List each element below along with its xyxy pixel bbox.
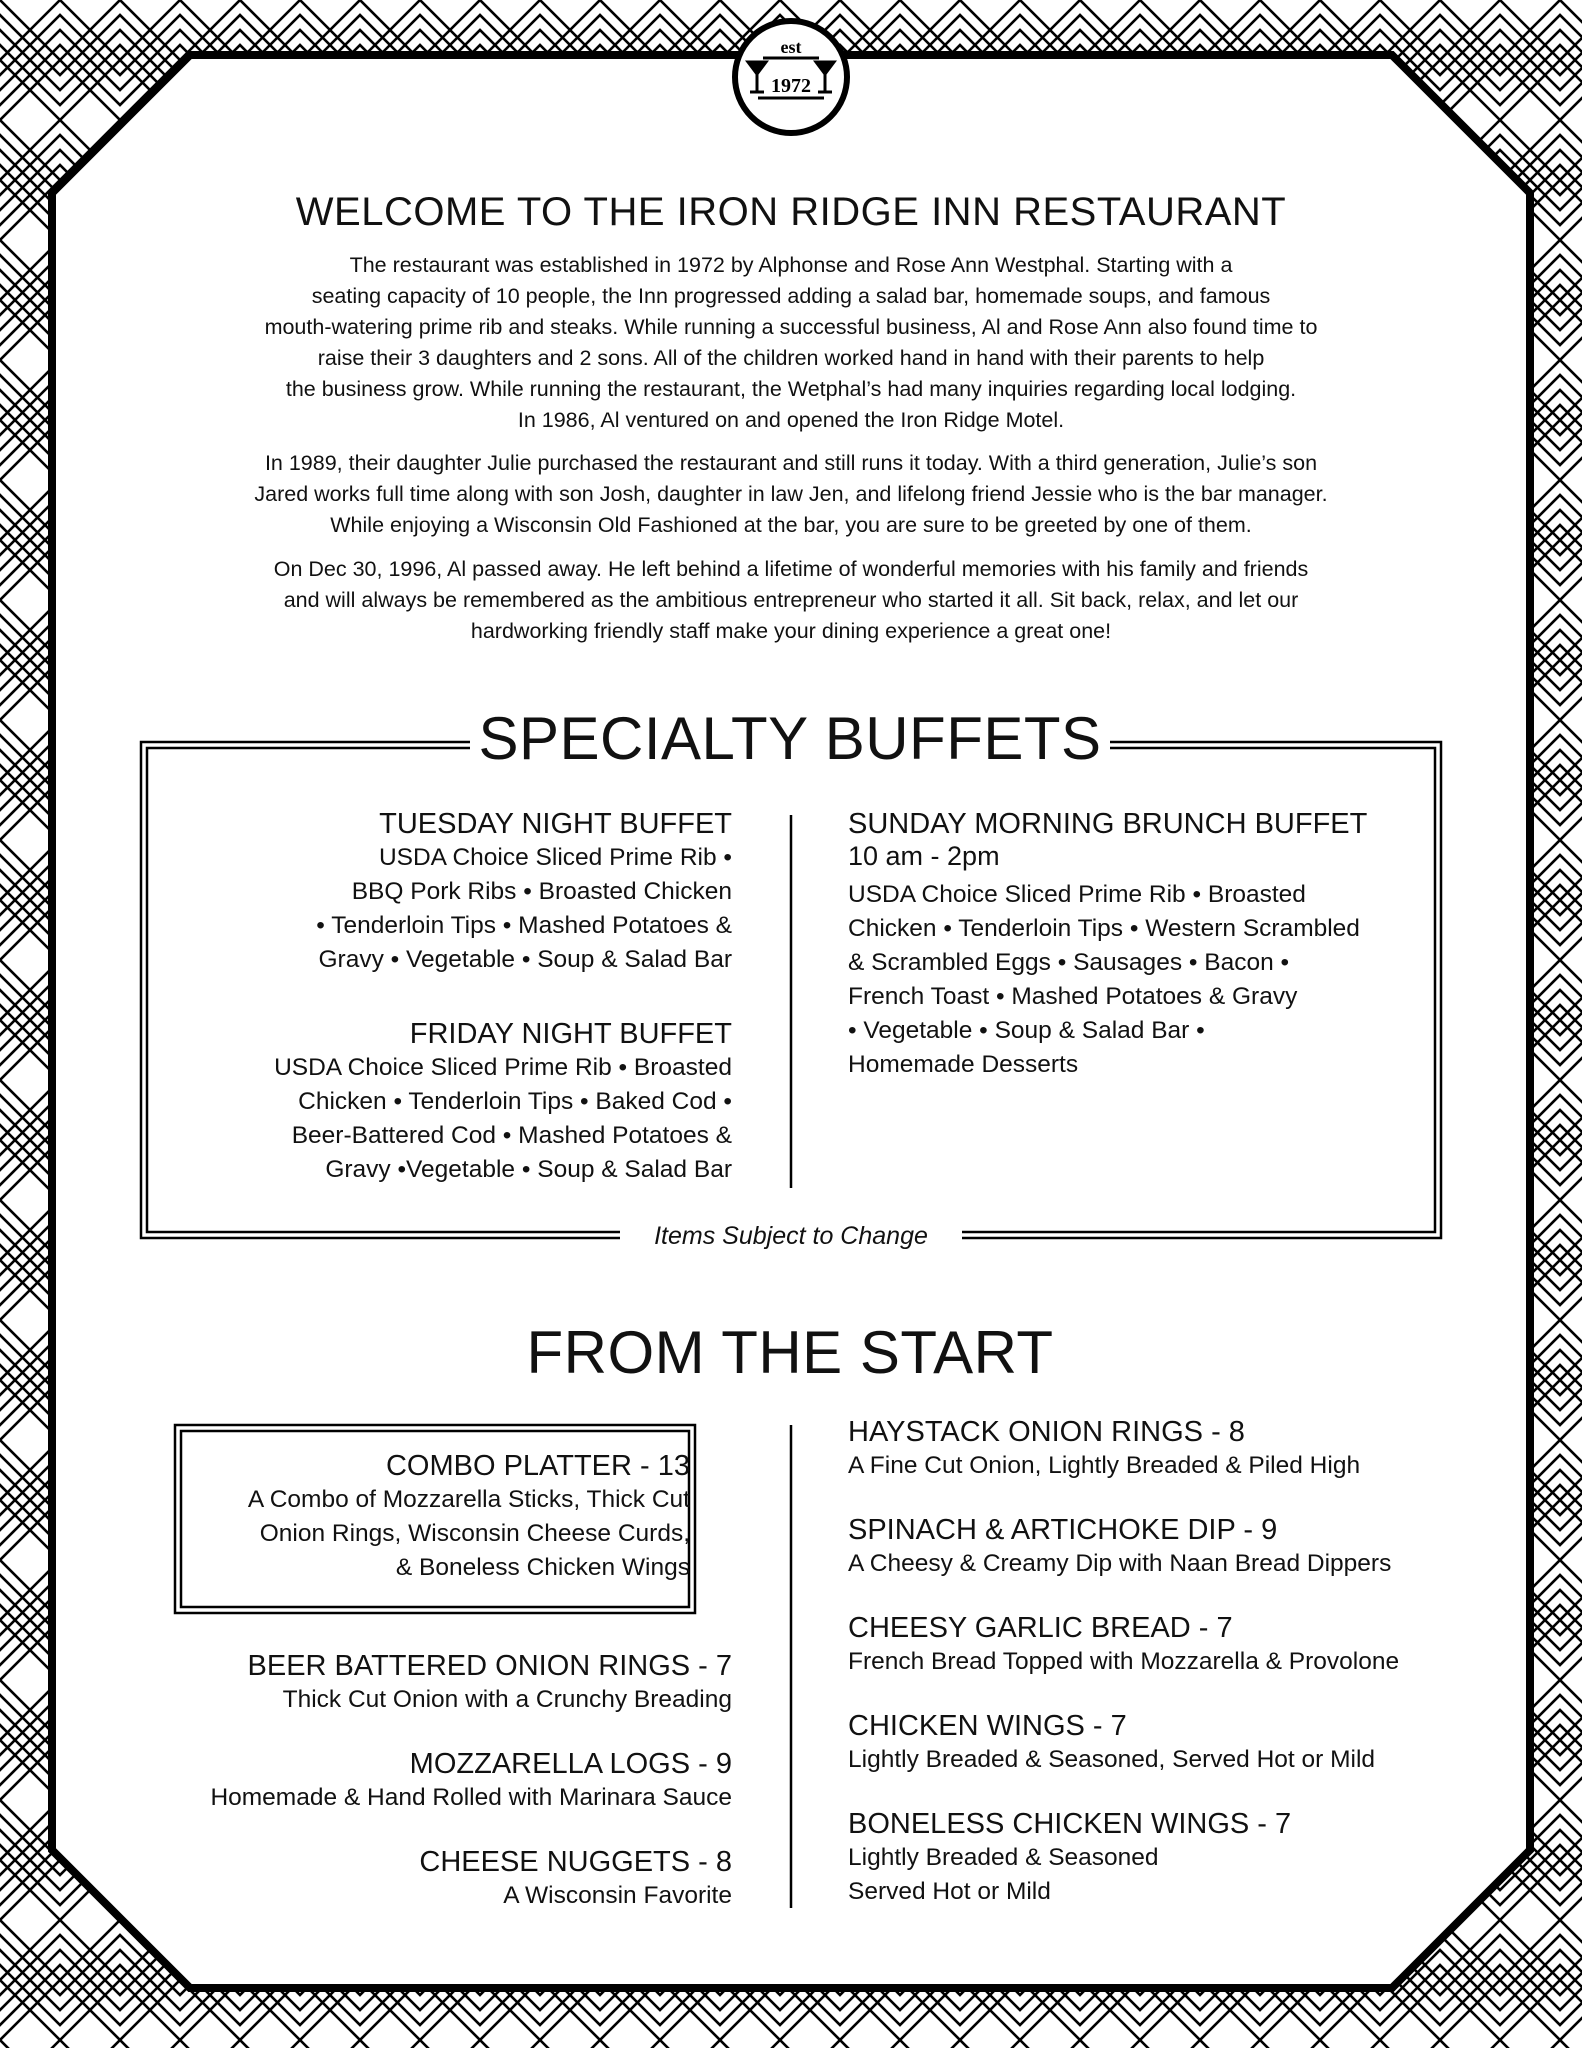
item-name: HAYSTACK ONION RINGS (848, 1416, 1204, 1448)
item-title (140, 1846, 732, 1879)
item-title (848, 1514, 1408, 1547)
buffet-line: Homemade Desserts (848, 1051, 1079, 1078)
items-subject-to-change: Items Subject to Change (620, 1222, 962, 1251)
badge-year: 1972 (771, 75, 811, 97)
item-name: BONELESS CHICKEN WINGS (848, 1808, 1250, 1840)
item-name: MOZZARELLA LOGS (409, 1748, 691, 1780)
paragraph-line: mouth-watering prime rib and steaks. While running a successful business, Al and Rose Ann also found time to (264, 315, 1318, 339)
item-description: French Bread Topped with Mozzarella & Provolone (848, 1648, 1400, 1675)
buffets-title: SPECIALTY BUFFETS (470, 704, 1110, 773)
item-price: - 9 (690, 1748, 732, 1780)
item-price: - 7 (1190, 1612, 1233, 1644)
welcome-title: WELCOME TO THE IRON RIDGE INN RESTAURANT (295, 190, 1287, 234)
friday-buffet (200, 1018, 732, 1187)
item-title (140, 1650, 732, 1683)
item-price: - 8 (1203, 1416, 1245, 1448)
menu-item (140, 1846, 732, 1913)
buffet-line: BBQ Pork Ribs • Broasted Chicken (351, 878, 732, 905)
buffet-line: Chicken • Tenderloin Tips • Baked Cod • (298, 1088, 732, 1115)
buffet-line: USDA Choice Sliced Prime Rib • Broasted (848, 881, 1306, 908)
buffet-line: Gravy • Vegetable • Soup & Salad Bar (318, 946, 732, 973)
item-price: - 8 (690, 1846, 732, 1878)
menu-item (848, 1710, 1408, 1777)
menu-item (848, 1514, 1408, 1581)
combo-platter-title (190, 1450, 690, 1483)
item-description: A Wisconsin Favorite (503, 1882, 732, 1909)
item-description: & Boneless Chicken Wings (395, 1554, 690, 1581)
menu-item (140, 1650, 732, 1717)
menu-item (848, 1808, 1408, 1909)
item-description: A Combo of Mozzarella Sticks, Thick Cut (247, 1486, 690, 1513)
item-description: Onion Rings, Wisconsin Cheese Curds, (259, 1520, 690, 1547)
item-title (848, 1612, 1408, 1645)
item-price: - 7 (1084, 1710, 1127, 1742)
menu-item (140, 1748, 732, 1815)
sunday-buffet-hours: 10 am - 2pm (848, 841, 1000, 871)
welcome-paragraph-3 (195, 554, 1387, 647)
buffet-line: Beer-Battered Cod • Mashed Potatoes & (291, 1122, 732, 1149)
sunday-buffet (848, 808, 1408, 1082)
buffet-line: French Toast • Mashed Potatoes & Gravy (848, 983, 1298, 1010)
paragraph-line: While enjoying a Wisconsin Old Fashioned at the bar, you are sure to be greeted by one of them. (330, 513, 1252, 537)
sunday-buffet-title: SUNDAY MORNING BRUNCH BUFFET (848, 808, 1368, 840)
paragraph-line: In 1989, their daughter Julie purchased the restaurant and still runs it today. With a third generation, Julie’s son (264, 451, 1318, 475)
item-description: A Fine Cut Onion, Lightly Breaded & Piled High (848, 1452, 1361, 1479)
paragraph-line: and will always be remembered as the ambitious entrepreneur who started it all. Sit back, relax, and let our (283, 588, 1299, 612)
tuesday-buffet (200, 808, 732, 977)
combo-platter (190, 1450, 690, 1585)
menu-item (848, 1416, 1408, 1483)
item-name: CHICKEN WINGS (848, 1710, 1085, 1742)
item-description: Served Hot or Mild (848, 1878, 1051, 1905)
buffet-line: Gravy •Vegetable • Soup & Salad Bar (325, 1156, 732, 1183)
welcome-paragraph-1 (195, 250, 1387, 436)
item-title (848, 1710, 1408, 1743)
paragraph-line: Jared works full time along with son Josh, daughter in law Jen, and lifelong friend Jessie who is the bar manager. (254, 482, 1328, 506)
item-title (848, 1808, 1408, 1841)
paragraph-line: The restaurant was established in 1972 by Alphonse and Rose Ann Westphal. Starting with a (349, 253, 1233, 277)
item-name: CHEESY GARLIC BREAD (848, 1612, 1191, 1644)
buffet-line: USDA Choice Sliced Prime Rib • Broasted (274, 1054, 732, 1081)
item-price: - 7 (690, 1650, 732, 1682)
item-description: Lightly Breaded & Seasoned (848, 1844, 1159, 1871)
welcome-paragraph-2 (195, 448, 1387, 541)
paragraph-line: the business grow. While running the restaurant, the Wetphal’s had many inquiries regarding local lodging. (285, 377, 1297, 401)
buffet-line: & Scrambled Eggs • Sausages • Bacon • (848, 949, 1290, 976)
item-price: - 13 (631, 1450, 690, 1482)
item-title (140, 1748, 732, 1781)
buffet-line: • Vegetable • Soup & Salad Bar • (848, 1017, 1205, 1044)
item-description: Homemade & Hand Rolled with Marinara Sauce (210, 1784, 732, 1811)
paragraph-line: hardworking friendly staff make your dining experience a great one! (470, 619, 1112, 643)
paragraph-line: In 1986, Al ventured on and opened the Iron Ridge Motel. (517, 408, 1065, 432)
buffet-line: USDA Choice Sliced Prime Rib • (378, 844, 732, 871)
item-name: COMBO PLATTER (385, 1450, 632, 1482)
buffet-line: • Tenderloin Tips • Mashed Potatoes & (316, 912, 732, 939)
menu-item (848, 1612, 1408, 1679)
item-name: SPINACH & ARTICHOKE DIP (848, 1514, 1236, 1546)
paragraph-line: raise their 3 daughters and 2 sons. All of the children worked hand in hand with their parents to help (317, 346, 1265, 370)
badge-est: est (780, 37, 802, 57)
from-the-start-title: FROM THE START (526, 1319, 1054, 1386)
buffet-line: Chicken • Tenderloin Tips • Western Scrambled (848, 915, 1360, 942)
item-price: - 9 (1235, 1514, 1278, 1546)
item-description: A Cheesy & Creamy Dip with Naan Bread Dippers (848, 1550, 1392, 1577)
tuesday-buffet-title: TUESDAY NIGHT BUFFET (379, 808, 732, 840)
item-description: Thick Cut Onion with a Crunchy Breading (282, 1686, 732, 1713)
item-description: Lightly Breaded & Seasoned, Served Hot or Mild (848, 1746, 1376, 1773)
friday-buffet-title: FRIDAY NIGHT BUFFET (409, 1018, 732, 1050)
paragraph-line: On Dec 30, 1996, Al passed away. He left behind a lifetime of wonderful memories with his family and friends (273, 557, 1309, 581)
item-name: CHEESE NUGGETS (419, 1846, 691, 1878)
est-badge (735, 21, 847, 133)
paragraph-line: seating capacity of 10 people, the Inn progressed adding a salad bar, homemade soups, and famous (311, 284, 1271, 308)
item-title (848, 1416, 1408, 1449)
item-name: BEER BATTERED ONION RINGS (247, 1650, 691, 1682)
item-price: - 7 (1249, 1808, 1292, 1840)
